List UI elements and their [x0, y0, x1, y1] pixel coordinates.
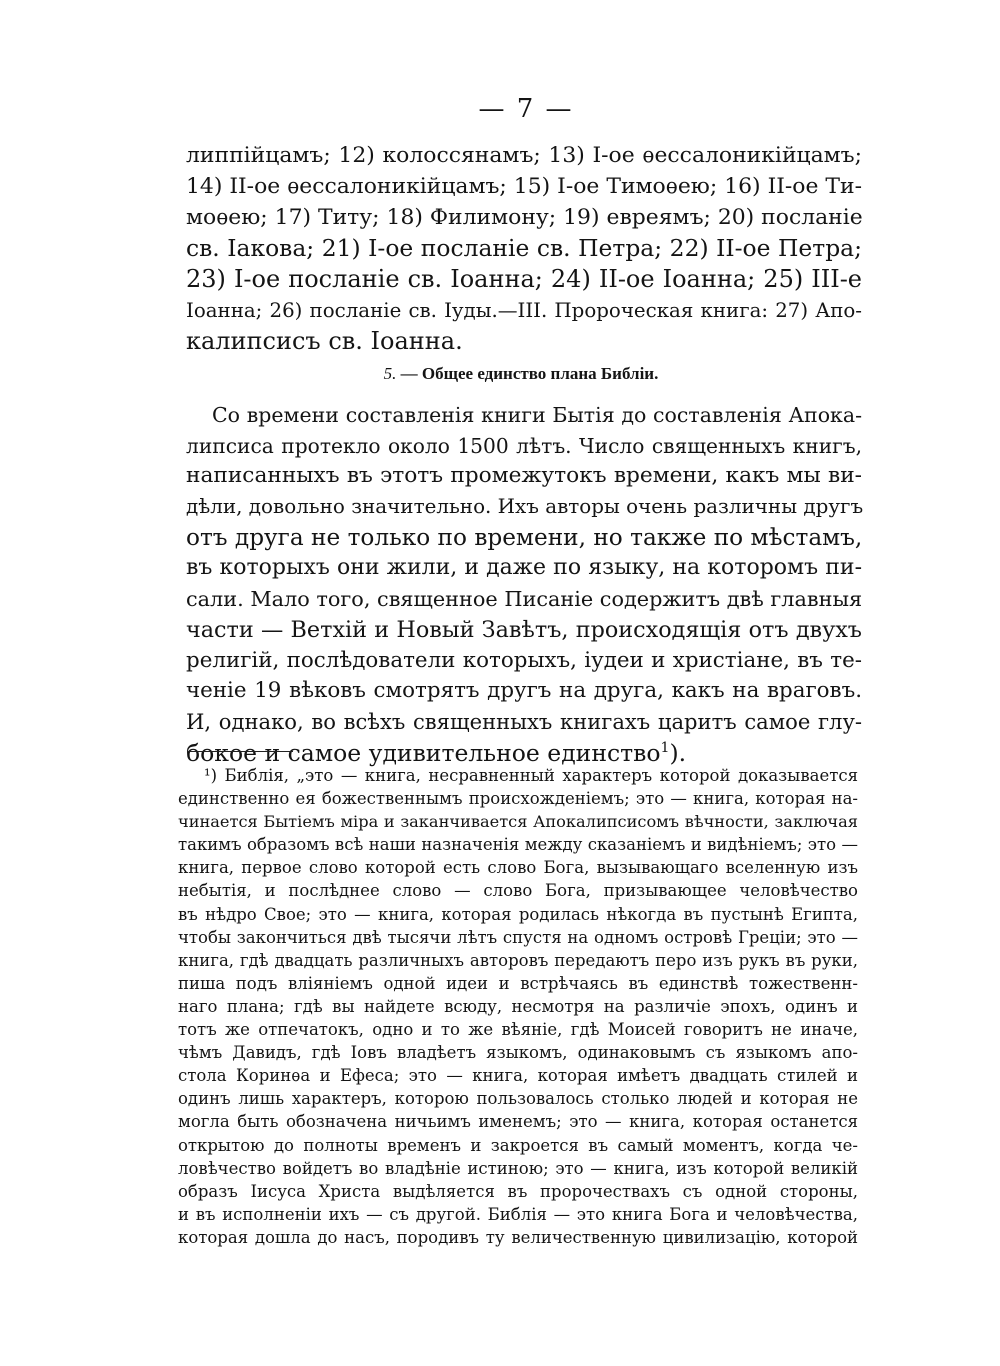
footnote-marker: ¹)	[204, 766, 218, 785]
footnote-line: книга, гдѣ двадцать различныхъ авторовъ передаютъ перо изъ рукъ въ руки,	[178, 950, 858, 970]
body-line: въ которыхъ они жили, и даже по языку, на которомъ пи-	[186, 555, 862, 581]
footnote-line: единственно ея божественнымъ происхожденіемъ; это — книга, которая на-	[178, 789, 858, 809]
footnote-line: которая дошла до насъ, породивъ ту величественную цивилизацію, которой	[178, 1227, 858, 1247]
body-line: отъ друга не только по времени, но также по мѣстамъ,	[186, 523, 863, 551]
page-number: — 7 —	[478, 94, 574, 124]
list-line: св. Іакова; 21) I-ое посланіе св. Петра; 22) II-ое Петра;	[186, 234, 862, 262]
footnote-line-first	[178, 764, 858, 787]
footnote-line: и въ исполненіи ихъ — съ другой. Библія — это книга Бога и человѣчества,	[178, 1204, 858, 1224]
body-line: ченіе 19 вѣковъ смотрятъ другъ на друга, какъ на враговъ.	[186, 678, 862, 704]
footnote-line-text: Библія, „это — книга, несравненный характеръ которой доказывается	[224, 766, 858, 785]
footnote-line: могла быть обозначена ничьимъ именемъ; это — книга, которая останется	[178, 1112, 858, 1132]
footnote	[178, 764, 858, 1249]
footnote-line: такимъ образомъ всѣ наши назначенія между сказаніемъ и видѣніемъ; это —	[178, 835, 858, 855]
body-line: липсиса протекло около 1500 лѣтъ. Число священныхъ книгъ,	[186, 433, 862, 458]
footnote-divider	[187, 751, 293, 752]
body-paragraph	[186, 400, 862, 768]
list-line: 23) I-ое посланіе св. Іоанна; 24) II-ое Іоанна; 25) III-е	[186, 265, 862, 293]
body-line-text: бокое и самое удивительное единство	[186, 738, 661, 767]
list-line: моѳею; 17) Титу; 18) Филимону; 19) евреямъ; 20) посланіе	[186, 205, 863, 230]
section-number: 5.	[383, 364, 397, 383]
footnote-line: чѣмъ Давидъ, гдѣ Іовъ владѣетъ языкомъ, одинаковымъ съ языкомъ апо-	[178, 1043, 858, 1063]
footnote-line: небытія, и послѣднее слово — слово Бога, призывающее человѣчество	[178, 881, 858, 901]
body-line-closing: ).	[669, 738, 687, 767]
body-line: части — Ветхій и Новый Завѣтъ, происходящія отъ двухъ	[186, 616, 862, 643]
list-line: Іоанна; 26) посланіе св. Іуды.—III. Пророческая книга: 27) Апо-	[186, 299, 862, 322]
list-line: калипсисъ св. Іоанна.	[186, 327, 463, 355]
footnote-line: образъ Іисуса Христа выдѣляется въ пророчествахъ съ одной стороны,	[178, 1181, 858, 1201]
body-line: сали. Мало того, священное Писаніе содержитъ двѣ главныя	[186, 587, 863, 612]
footnote-line: пиша подъ вліяніемъ одной идеи и встрѣчаясь въ единствѣ тожественн-	[178, 973, 858, 993]
list-line: 14) II-ое ѳессалоникійцамъ; 15) I-ое Тимоѳею; 16) II-ое Ти-	[186, 174, 862, 199]
footnote-line: ловѣчество войдетъ во владѣніе истиною; это — книга, изъ которой великій	[178, 1158, 858, 1178]
body-line: И, однако, во всѣхъ священныхъ книгахъ царитъ самое глу-	[186, 708, 862, 734]
body-line: Со времени составленія книги Бытія до составленія Апока-	[212, 403, 862, 427]
section-heading	[0, 364, 1000, 384]
footnote-line: одинъ лишь характеръ, которою пользовалось столько людей и которая не	[178, 1089, 858, 1109]
book-list-paragraph	[186, 140, 862, 357]
footnote-line: чинается Бытіемъ міра и заканчивается Апокалипсисомъ вѣчности, заключая	[178, 812, 858, 832]
body-line: дѣли, довольно значительно. Ихъ авторы очень различны другъ	[186, 495, 864, 519]
section-title: — Общее единство плана Библіи.	[400, 364, 659, 383]
footnote-line: открытою до полноты временъ и закроется въ самый моментъ, когда че-	[178, 1135, 858, 1155]
footnote-reference: 1	[660, 739, 670, 756]
footnote-line: чтобы закончиться двѣ тысячи лѣтъ спустя на одномъ островѣ Греціи; это —	[178, 927, 858, 947]
list-line: липпійцамъ; 12) колоссянамъ; 13) I-ое ѳессалоникійцамъ;	[186, 143, 862, 168]
body-line: написанныхъ въ этотъ промежутокъ времени, какъ мы ви-	[186, 463, 862, 489]
body-line: религій, послѣдователи которыхъ, іудеи и христіане, въ те-	[186, 647, 862, 673]
footnote-line: наго плана; гдѣ вы найдете всюду, несмотря на различіе эпохъ, одинъ и	[178, 996, 858, 1016]
footnote-line: въ нѣдро Свое; это — книга, которая родилась нѣкогда въ пустынѣ Египта,	[178, 904, 858, 924]
footnote-line: книга, первое слово которой есть слово Бога, вызывающаго вселенную изъ	[178, 858, 858, 878]
footnote-line: тотъ же отпечатокъ, одно и то же вѣяніе, гдѣ Моисей говоритъ не иначе,	[178, 1020, 858, 1040]
footnote-line: стола Коринѳа и Ефеса; это — книга, которая имѣетъ двадцать стилей и	[178, 1066, 858, 1086]
